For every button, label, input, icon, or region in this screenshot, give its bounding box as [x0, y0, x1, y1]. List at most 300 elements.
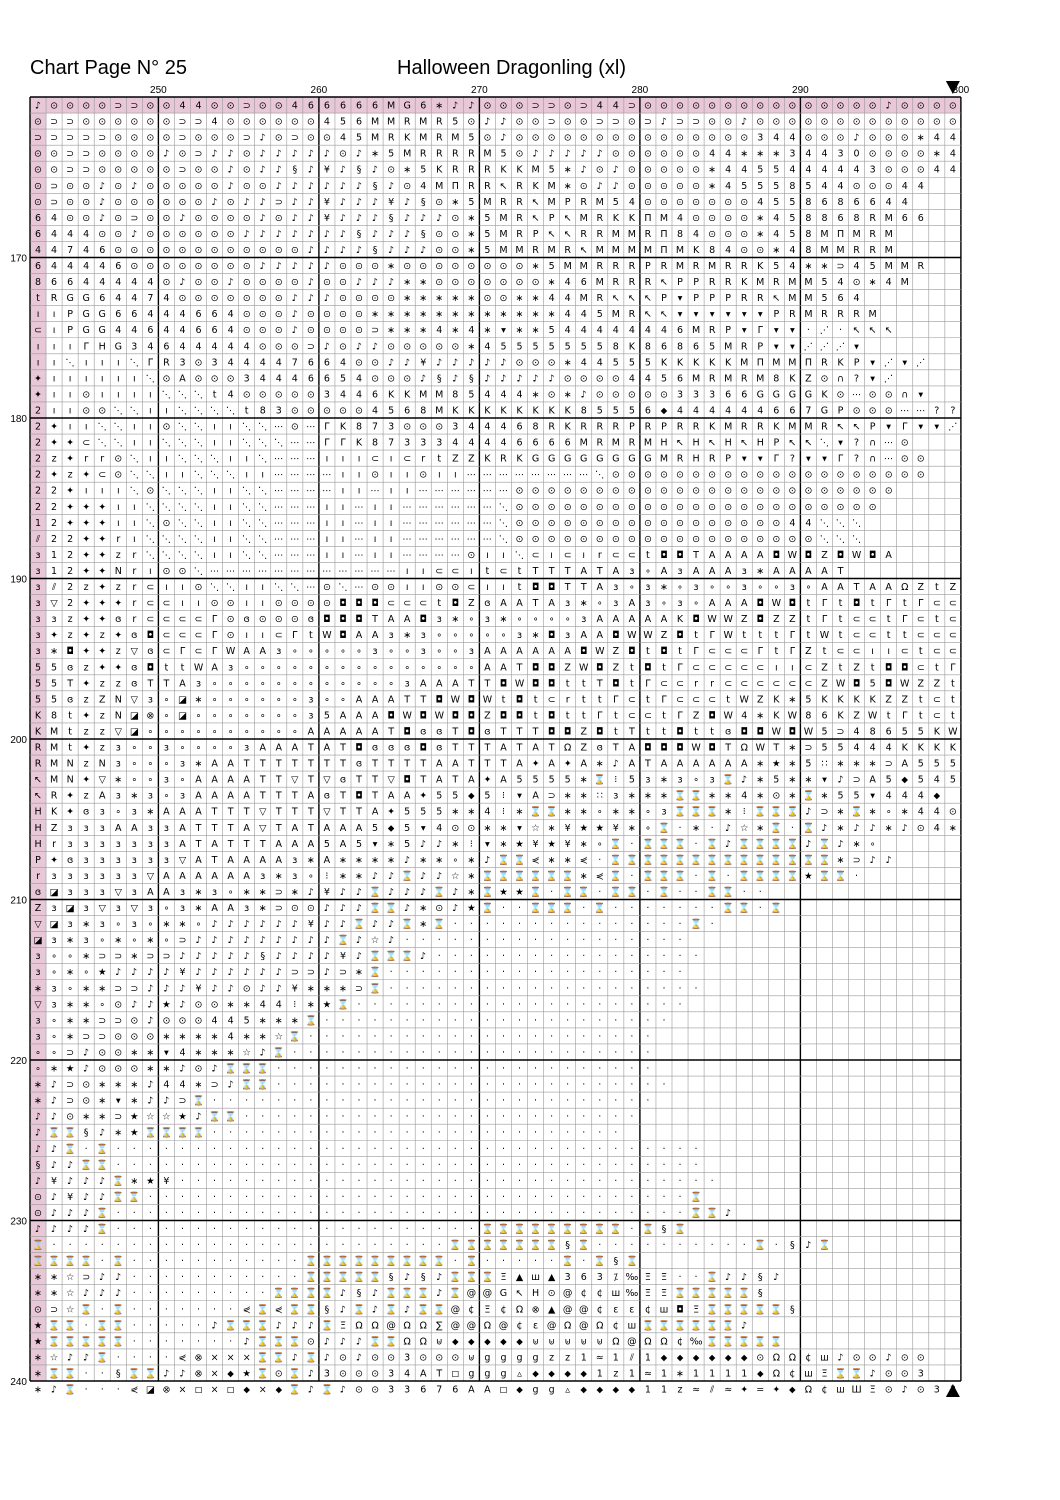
cell-symbol: ⋯	[274, 534, 284, 545]
cell-symbol: ·	[277, 1224, 280, 1235]
cell-symbol: ▾	[902, 357, 907, 368]
cell-symbol: ⊃	[532, 101, 540, 112]
cell-symbol: P	[725, 454, 731, 465]
cell-symbol: ♪	[83, 1192, 89, 1203]
cell-symbol: ⌛	[706, 854, 718, 866]
cell-symbol: R	[693, 261, 700, 272]
cell-symbol: A	[500, 598, 507, 609]
cell-symbol: ⊙	[596, 518, 604, 529]
cell-symbol: ⌛	[353, 1303, 365, 1315]
cell-symbol: ı	[390, 470, 393, 481]
cell-symbol: 3	[838, 149, 844, 160]
cell-symbol: ·	[582, 919, 585, 930]
cell-symbol: ∘	[468, 614, 474, 625]
cell-symbol: ♪	[35, 1224, 41, 1235]
cell-symbol: ·	[662, 935, 665, 946]
cell-symbol: Γ	[212, 630, 218, 641]
cell-symbol: ⊙	[548, 1288, 556, 1299]
cell-symbol: ♪	[500, 133, 506, 144]
cell-symbol: T	[323, 759, 330, 770]
cell-symbol: 8	[581, 405, 587, 416]
cell-symbol: ⊙	[114, 229, 122, 240]
cell-symbol: ·	[117, 1224, 120, 1235]
cell-symbol: 8	[773, 373, 779, 384]
cell-symbol: ♪	[131, 967, 137, 978]
cell-symbol: ·	[502, 1112, 505, 1123]
cell-symbol: ◘	[66, 646, 74, 657]
cell-symbol: ·	[358, 1144, 361, 1155]
cell-symbol: 5	[597, 341, 603, 352]
cell-symbol: ∘	[228, 710, 234, 721]
cell-symbol: ⊙	[114, 470, 122, 481]
cell-symbol: ▽	[115, 887, 123, 898]
cell-symbol: z	[84, 694, 89, 705]
cell-symbol: ı	[245, 598, 248, 609]
cell-symbol: ⊙	[885, 1385, 893, 1396]
cell-symbol: ♪	[260, 133, 266, 144]
cell-symbol: ▾	[838, 438, 843, 449]
cell-symbol: r	[100, 454, 104, 465]
cell-symbol: ·	[695, 1176, 698, 1187]
cell-symbol: T	[467, 743, 474, 754]
cell-symbol: ·	[727, 871, 730, 882]
cell-symbol: ⌛	[321, 1319, 333, 1331]
cell-symbol: ◘	[596, 726, 604, 737]
cell-symbol: A	[115, 823, 122, 834]
cell-symbol: P	[533, 229, 539, 240]
cell-symbol: Ω	[355, 1320, 362, 1331]
cell-symbol: ·	[374, 1031, 377, 1042]
cell-symbol: 5	[821, 743, 827, 754]
cell-symbol: T	[484, 759, 491, 770]
cell-symbol: ⊙	[820, 502, 828, 513]
cell-symbol: ·	[406, 935, 409, 946]
cell-symbol: ⌛	[369, 982, 381, 994]
cell-symbol: ⊙	[628, 389, 636, 400]
cell-symbol: ⊙	[275, 389, 283, 400]
cell-symbol: ‰	[690, 1336, 703, 1347]
cell-symbol: ⋱	[114, 438, 124, 449]
cell-symbol: ı	[149, 405, 152, 416]
cell-symbol: ɞ	[67, 694, 73, 705]
cell-symbol: ɜ	[148, 903, 153, 914]
cell-symbol: ◪	[178, 694, 187, 705]
cell-symbol: A	[516, 598, 523, 609]
cell-symbol: ⋱	[258, 502, 268, 513]
cell-symbol: ·	[486, 1064, 489, 1075]
cell-symbol: ɜ	[84, 871, 89, 882]
cell-symbol: Ω	[805, 1385, 812, 1396]
cell-symbol: ·	[679, 935, 682, 946]
cell-symbol: ↖	[708, 438, 716, 449]
cell-symbol: ш	[611, 1288, 620, 1299]
cell-symbol: ⬥	[516, 1336, 523, 1347]
cell-symbol: ♪	[195, 951, 201, 962]
cell-symbol: 8	[645, 341, 651, 352]
cell-symbol: ⊙	[772, 791, 780, 802]
cell-symbol: ⌛	[449, 1271, 461, 1283]
cell-symbol: ⊙	[355, 1385, 363, 1396]
cell-symbol: §	[84, 1128, 89, 1139]
cell-symbol: A	[548, 646, 555, 657]
cell-symbol: ⊃	[211, 1080, 219, 1091]
cell-symbol: ı	[358, 486, 361, 497]
cell-symbol: Z	[853, 662, 860, 673]
cell-symbol: ♪	[404, 229, 410, 240]
cell-symbol: ⋱	[242, 438, 252, 449]
cell-symbol: 5	[757, 165, 763, 176]
cell-symbol: ·	[679, 1208, 682, 1219]
cell-symbol: ⊙	[130, 261, 138, 272]
cell-symbol: A	[243, 871, 250, 882]
cell-symbol: ✦	[98, 582, 106, 593]
cell-symbol: ⊙	[387, 341, 395, 352]
cell-symbol: T	[371, 775, 378, 786]
cell-symbol: ɜ	[52, 935, 57, 946]
cell-symbol: ·	[582, 967, 585, 978]
cell-symbol: 7	[436, 1385, 442, 1396]
cell-symbol: ɜ	[132, 887, 137, 898]
cell-symbol: 4	[854, 743, 860, 754]
cell-symbol: ⊙	[162, 133, 170, 144]
cell-symbol: ⌛	[674, 1223, 686, 1235]
cell-symbol: ∘	[388, 646, 394, 657]
cell-symbol: ⌛	[96, 1223, 108, 1235]
cell-symbol: 3	[131, 341, 137, 352]
cell-symbol: P	[35, 855, 41, 866]
cell-symbol: 5	[902, 726, 908, 737]
cell-symbol: ⊙	[195, 373, 203, 384]
cell-symbol: ·	[646, 887, 649, 898]
cell-symbol: ⊂	[724, 646, 732, 657]
cell-symbol: 4	[902, 791, 908, 802]
cell-symbol: §	[292, 165, 297, 176]
cell-symbol: ♪	[741, 775, 747, 786]
cell-symbol: Γ	[709, 630, 715, 641]
cell-symbol: ⊙	[516, 502, 524, 513]
cell-symbol: T	[291, 759, 298, 770]
cell-symbol: 4	[773, 133, 779, 144]
cell-symbol: ⊙	[130, 197, 138, 208]
cell-symbol: ·	[261, 1128, 264, 1139]
cell-symbol: ⋯	[467, 534, 477, 545]
cell-symbol: ⋱	[178, 502, 188, 513]
cell-symbol: ⋱	[258, 550, 268, 561]
cell-symbol: A	[468, 1385, 475, 1396]
cell-symbol: ⊗	[162, 1385, 170, 1396]
cell-symbol: ◘	[757, 726, 765, 737]
cell-symbol: 2	[51, 502, 57, 513]
cell-symbol: ⊙	[740, 470, 748, 481]
cell-symbol: ◘	[355, 743, 363, 754]
cell-symbol: ∘	[131, 759, 137, 770]
cell-symbol: ⊙	[853, 1352, 861, 1363]
cell-symbol: ♪	[51, 1144, 57, 1155]
cell-symbol: g	[517, 1352, 523, 1363]
cell-symbol: ⌛	[482, 886, 494, 898]
cell-symbol: ⋱	[194, 534, 204, 545]
cell-symbol: ⊙	[853, 181, 861, 192]
cell-symbol: ⊙	[227, 261, 235, 272]
cell-symbol: ·	[341, 1047, 344, 1058]
cell-symbol: ·	[598, 1031, 601, 1042]
cell-symbol: ♪	[35, 1112, 41, 1123]
cell-symbol: ·	[309, 1240, 312, 1251]
cell-symbol: ·	[630, 951, 633, 962]
cell-symbol: ·	[341, 1160, 344, 1171]
cell-symbol: ♪	[195, 1112, 201, 1123]
cell-symbol: ɜ	[116, 871, 121, 882]
cell-symbol: 5	[805, 759, 811, 770]
cell-symbol: §	[325, 1304, 330, 1315]
cell-symbol: ɜ	[164, 743, 169, 754]
cell-symbol: ▾	[164, 1047, 169, 1058]
cell-symbol: 8	[372, 438, 378, 449]
cell-symbol: ♪	[276, 149, 282, 160]
cell-symbol: ↖	[612, 293, 620, 304]
cell-symbol: A	[484, 646, 491, 657]
cell-symbol: ♪	[324, 1336, 330, 1347]
cell-symbol: ·	[679, 951, 682, 962]
cell-symbol: ·	[213, 1128, 216, 1139]
cell-symbol: M	[885, 261, 893, 272]
cell-symbol: ·	[229, 1096, 232, 1107]
cell-symbol: T	[580, 582, 587, 593]
cell-symbol: A	[693, 566, 700, 577]
cell-symbol: ·	[101, 1304, 104, 1315]
cell-symbol: ·	[277, 1128, 280, 1139]
cell-symbol: ∘	[51, 951, 57, 962]
cell-symbol: ⊙	[869, 149, 877, 160]
cell-symbol: ♪	[244, 919, 250, 930]
cell-symbol: ⋱	[194, 518, 204, 529]
cell-symbol: ⌛	[64, 1255, 76, 1267]
cell-symbol: ⊙	[740, 133, 748, 144]
cell-symbol: ɞ	[244, 614, 250, 625]
cell-symbol: ⬥	[484, 1336, 491, 1347]
cell-symbol: 5	[821, 293, 827, 304]
cell-symbol: R	[564, 245, 571, 256]
cell-symbol: ·	[566, 983, 569, 994]
cell-symbol: R	[741, 341, 748, 352]
cell-symbol: ·	[630, 1015, 633, 1026]
cell-symbol: ♪	[870, 1368, 876, 1379]
cell-symbol: ⊙	[162, 165, 170, 176]
cell-symbol: ♪	[372, 277, 378, 288]
cell-symbol: ∘	[196, 743, 202, 754]
cell-symbol: ¥	[163, 1176, 169, 1187]
cell-symbol: ⊃	[275, 197, 283, 208]
cell-symbol: ∗	[146, 1047, 154, 1058]
cell-symbol: ·	[502, 935, 505, 946]
cell-symbol: ⊃	[307, 967, 315, 978]
cell-symbol: ⊙	[307, 133, 315, 144]
cell-symbol: ⊙	[114, 133, 122, 144]
cell-symbol: ⊙	[676, 165, 684, 176]
cell-symbol: ⊃	[837, 261, 845, 272]
cell-symbol: ·	[630, 983, 633, 994]
cell-symbol: ⊙	[708, 229, 716, 240]
cell-symbol: ⊙	[259, 117, 267, 128]
cell-symbol: ▾	[116, 1096, 121, 1107]
cell-symbol: ✦	[483, 775, 491, 786]
cell-symbol: ⊙	[660, 518, 668, 529]
cell-symbol: 6	[741, 389, 747, 400]
cell-symbol: P	[67, 309, 73, 320]
cell-symbol: ☆	[50, 1352, 59, 1363]
cell-symbol: T	[484, 678, 491, 689]
cell-symbol: ∘	[179, 775, 185, 786]
cell-symbol: ⊙	[596, 486, 604, 497]
cell-symbol: ⊃	[178, 935, 186, 946]
cell-symbol: ⌛	[546, 902, 558, 914]
cell-symbol: ↖	[628, 293, 636, 304]
cell-symbol: ⌛	[80, 1159, 92, 1171]
cell-symbol: T	[500, 759, 507, 770]
cell-symbol: ♪	[308, 197, 314, 208]
cell-symbol: ◘	[468, 710, 476, 721]
cell-symbol: ⊃	[66, 1047, 74, 1058]
cell-symbol: ⋱	[146, 550, 156, 561]
cell-symbol: ♪	[51, 1112, 57, 1123]
cell-symbol: ∘	[83, 967, 89, 978]
cell-symbol: ·	[630, 1096, 633, 1107]
cell-symbol: ♪	[83, 1352, 89, 1363]
cell-symbol: 4	[468, 422, 474, 433]
cell-symbol: T	[243, 839, 250, 850]
cell-symbol: ⌛	[257, 1319, 269, 1331]
cell-symbol: A	[468, 775, 475, 786]
cell-symbol: 4	[35, 245, 41, 256]
cell-symbol: 4	[934, 823, 940, 834]
cell-symbol: 8	[260, 405, 266, 416]
cell-symbol: ⊙	[178, 229, 186, 240]
cell-symbol: ∗	[564, 791, 572, 802]
cell-symbol: ɞ	[131, 630, 137, 641]
cell-symbol: ·	[358, 999, 361, 1010]
cell-symbol: ∗	[853, 759, 861, 770]
cell-symbol: R	[725, 277, 732, 288]
cell-symbol: T	[259, 759, 266, 770]
cell-symbol: 5	[484, 213, 490, 224]
cell-symbol: ·	[406, 1240, 409, 1251]
cell-symbol: ·	[390, 1064, 393, 1075]
cell-symbol: ◘	[612, 630, 620, 641]
cell-symbol: ·	[117, 1352, 120, 1363]
cell-symbol: ☆	[66, 1272, 75, 1283]
cell-symbol: A	[324, 726, 331, 737]
cell-symbol: ⋱	[162, 550, 172, 561]
cell-symbol: ·	[293, 1080, 296, 1091]
cell-symbol: A	[837, 582, 844, 593]
cell-symbol: ⊙	[933, 117, 941, 128]
cell-symbol: t	[935, 662, 939, 673]
cell-symbol: A	[163, 871, 170, 882]
cell-symbol: ·	[566, 1160, 569, 1171]
cell-symbol: ♪	[404, 245, 410, 256]
cell-symbol: ·	[261, 1272, 264, 1283]
cell-symbol: ·	[486, 935, 489, 946]
cell-symbol: ⊙	[82, 101, 90, 112]
cell-symbol: K	[934, 743, 941, 754]
cell-symbol: ⊙	[467, 261, 475, 272]
cell-symbol: ı	[37, 357, 40, 368]
cell-symbol: @	[499, 1320, 509, 1331]
cell-symbol: ·	[406, 1047, 409, 1058]
cell-symbol: ɜ	[132, 807, 137, 818]
cell-symbol: ⌛	[449, 1287, 461, 1299]
cell-symbol: ⊙	[772, 486, 780, 497]
cell-symbol: ∘	[452, 662, 458, 673]
cell-symbol: ⊙	[483, 133, 491, 144]
cell-symbol: ɜ	[645, 775, 650, 786]
cell-symbol: ɜ	[116, 759, 121, 770]
cell-symbol: 4	[436, 823, 442, 834]
cell-symbol: ∘	[404, 662, 410, 673]
cell-symbol: ɜ	[260, 871, 265, 882]
cell-symbol: ⋯	[354, 582, 364, 593]
cell-symbol: 4	[629, 197, 635, 208]
cell-symbol: ·	[181, 1256, 184, 1267]
cell-symbol: ⊙	[708, 213, 716, 224]
cell-symbol: ∷	[821, 759, 827, 770]
cell-symbol: ·	[630, 1240, 633, 1251]
cell-symbol: ·	[325, 1064, 328, 1075]
cell-symbol: ∘	[340, 662, 346, 673]
cell-symbol: ⊃	[644, 117, 652, 128]
cell-symbol: K	[500, 165, 507, 176]
cell-symbol: Z	[51, 823, 58, 834]
cell-symbol: ⊂	[740, 646, 748, 657]
cell-symbol: ·	[149, 1256, 152, 1267]
cell-symbol: T	[243, 759, 250, 770]
cell-symbol: ∗	[259, 903, 267, 914]
cell-symbol: 6	[420, 1385, 426, 1396]
cell-symbol: M	[419, 389, 427, 400]
cell-symbol: 5	[789, 197, 795, 208]
cell-symbol: ▽	[323, 807, 331, 818]
cell-symbol: ⊙	[612, 133, 620, 144]
cell-symbol: ⊙	[211, 261, 219, 272]
cell-symbol: ⌛	[417, 1303, 429, 1315]
cell-symbol: ∘	[131, 743, 137, 754]
cell-symbol: ♪	[404, 1272, 410, 1283]
cell-symbol: ·	[679, 903, 682, 914]
cell-symbol: 4	[677, 405, 683, 416]
cell-symbol: ⊙	[676, 486, 684, 497]
cell-symbol: ·	[213, 1336, 216, 1347]
cell-symbol: ▾	[373, 839, 378, 850]
cell-symbol: 6	[821, 197, 827, 208]
cell-symbol: ·	[390, 1080, 393, 1091]
cell-symbol: T	[516, 743, 523, 754]
cell-symbol: A	[805, 566, 812, 577]
cell-symbol: ⁝	[743, 807, 746, 818]
cell-symbol: ▽	[115, 726, 123, 737]
cell-symbol: 1	[661, 1385, 667, 1396]
cell-symbol: ·	[470, 983, 473, 994]
cell-symbol: ♪	[420, 245, 426, 256]
cell-symbol: ⊙	[917, 165, 925, 176]
cell-symbol: ⊙	[949, 117, 957, 128]
cell-symbol: ⊙	[692, 133, 700, 144]
cell-symbol: ∘	[35, 1047, 41, 1058]
cell-symbol: A	[741, 759, 748, 770]
cell-symbol: ∗	[211, 1031, 219, 1042]
cell-symbol: ⌛	[48, 1335, 60, 1347]
cell-symbol: ı	[791, 662, 794, 673]
cell-symbol: ⊙	[676, 502, 684, 513]
